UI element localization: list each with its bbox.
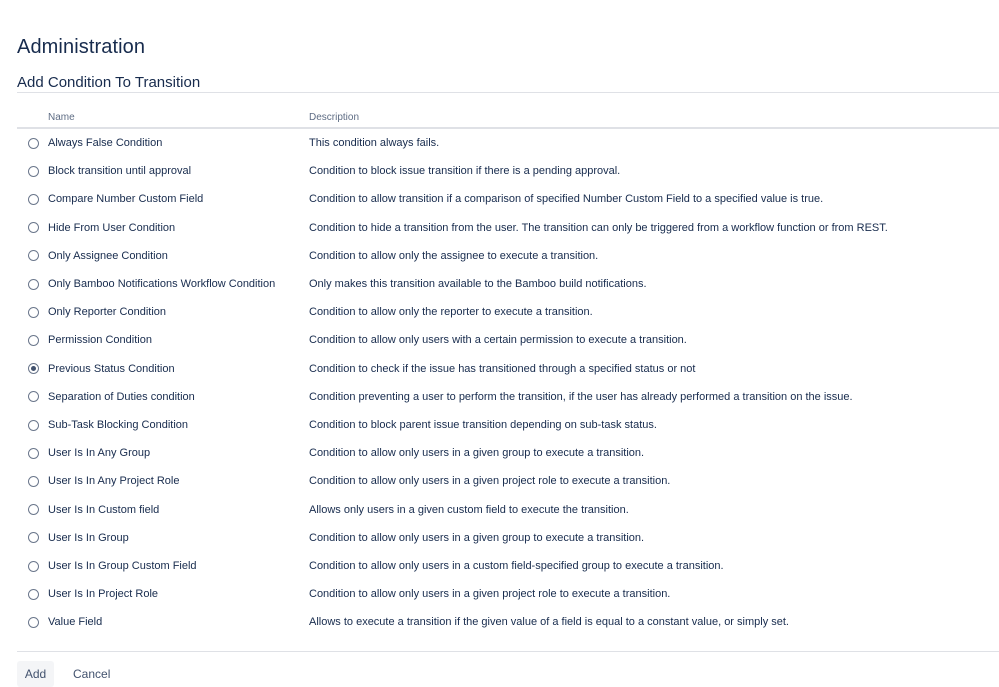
footer-divider bbox=[17, 651, 999, 652]
condition-description: Condition to hide a transition from the user. The transition can only be triggered from a workflow function or from REST. bbox=[309, 221, 888, 234]
radio-button[interactable] bbox=[28, 194, 39, 205]
section-divider bbox=[17, 92, 999, 93]
condition-row[interactable] bbox=[17, 411, 999, 439]
condition-radio-cell[interactable] bbox=[17, 185, 48, 213]
condition-description: Condition to allow only users in a given project role to execute a transition. bbox=[309, 475, 671, 488]
condition-row[interactable] bbox=[17, 383, 999, 411]
condition-description: Condition to allow only users in a given project role to execute a transition. bbox=[309, 588, 671, 601]
radio-button[interactable] bbox=[28, 279, 39, 290]
condition-row[interactable] bbox=[17, 467, 999, 495]
radio-button[interactable] bbox=[28, 561, 39, 572]
condition-radio-cell[interactable] bbox=[17, 242, 48, 270]
radio-button[interactable] bbox=[28, 589, 39, 600]
condition-radio-cell[interactable] bbox=[17, 411, 48, 439]
condition-radio-cell[interactable] bbox=[17, 383, 48, 411]
radio-button[interactable] bbox=[28, 532, 39, 543]
conditions-table bbox=[17, 107, 999, 636]
condition-radio-cell[interactable] bbox=[17, 326, 48, 354]
radio-column-header bbox=[17, 107, 48, 128]
radio-button[interactable] bbox=[28, 420, 39, 431]
condition-description: Condition to block issue transition if there is a pending approval. bbox=[309, 165, 621, 178]
condition-row[interactable] bbox=[17, 157, 999, 185]
condition-radio-cell[interactable] bbox=[17, 439, 48, 467]
condition-description: Condition to allow only the assignee to execute a transition. bbox=[309, 249, 599, 262]
condition-description: Condition to allow only the reporter to execute a transition. bbox=[309, 306, 593, 319]
radio-button[interactable] bbox=[28, 307, 39, 318]
condition-radio-cell[interactable] bbox=[17, 608, 48, 636]
condition-row[interactable] bbox=[17, 242, 999, 270]
add-button[interactable]: Add bbox=[17, 661, 54, 687]
condition-radio-cell[interactable] bbox=[17, 467, 48, 495]
condition-radio-cell[interactable] bbox=[17, 495, 48, 523]
condition-name[interactable]: Always False Condition bbox=[48, 137, 163, 150]
condition-row[interactable] bbox=[17, 270, 999, 298]
condition-name[interactable]: Separation of Duties condition bbox=[48, 390, 195, 403]
condition-description: Allows only users in a given custom field to execute the transition. bbox=[309, 503, 629, 516]
condition-row[interactable] bbox=[17, 214, 999, 242]
condition-description: This condition always fails. bbox=[309, 137, 440, 150]
condition-name[interactable]: Hide From User Condition bbox=[48, 221, 176, 234]
condition-name[interactable]: User Is In Any Group bbox=[48, 447, 151, 460]
condition-radio-cell[interactable] bbox=[17, 128, 48, 157]
radio-button-selected[interactable] bbox=[28, 363, 39, 374]
condition-description: Condition to block parent issue transition depending on sub-task status. bbox=[309, 418, 657, 431]
condition-row[interactable] bbox=[17, 524, 999, 552]
condition-name[interactable]: Value Field bbox=[48, 616, 103, 629]
condition-name[interactable]: User Is In Any Project Role bbox=[48, 475, 180, 488]
condition-radio-cell[interactable] bbox=[17, 214, 48, 242]
radio-button[interactable] bbox=[28, 138, 39, 149]
condition-row[interactable] bbox=[17, 580, 999, 608]
condition-name[interactable]: User Is In Custom field bbox=[48, 503, 160, 516]
condition-description: Only makes this transition available to the Bamboo build notifications. bbox=[309, 278, 647, 291]
condition-radio-cell[interactable] bbox=[17, 580, 48, 608]
page-title: Administration bbox=[17, 36, 146, 58]
table-header-row bbox=[17, 107, 999, 128]
cancel-link[interactable]: Cancel bbox=[73, 667, 111, 681]
condition-name[interactable]: Compare Number Custom Field bbox=[48, 193, 204, 206]
description-column-header: Description bbox=[309, 107, 999, 128]
condition-name[interactable]: Only Bamboo Notifications Workflow Condition bbox=[48, 278, 276, 291]
condition-description: Allows to execute a transition if the given value of a field is equal to a constant value, or simply set. bbox=[309, 616, 789, 629]
condition-row[interactable] bbox=[17, 355, 999, 383]
condition-description: Condition to allow only users in a given group to execute a transition. bbox=[309, 531, 645, 544]
condition-radio-cell[interactable] bbox=[17, 552, 48, 580]
condition-radio-cell[interactable] bbox=[17, 524, 48, 552]
radio-button[interactable] bbox=[28, 617, 39, 628]
condition-name[interactable]: User Is In Group bbox=[48, 531, 129, 544]
radio-button[interactable] bbox=[28, 391, 39, 402]
condition-radio-cell[interactable] bbox=[17, 157, 48, 185]
condition-description: Condition preventing a user to perform the transition, if the user has already performed a transition on the issue. bbox=[309, 390, 853, 403]
condition-description: Condition to allow only users in a given group to execute a transition. bbox=[309, 447, 645, 460]
condition-row[interactable] bbox=[17, 326, 999, 354]
radio-button[interactable] bbox=[28, 166, 39, 177]
condition-name[interactable]: Permission Condition bbox=[48, 334, 152, 347]
condition-name[interactable]: Previous Status Condition bbox=[48, 362, 175, 375]
condition-row[interactable] bbox=[17, 298, 999, 326]
condition-description: Condition to allow only users with a certain permission to execute a transition. bbox=[309, 334, 687, 347]
condition-row[interactable] bbox=[17, 439, 999, 467]
radio-button[interactable] bbox=[28, 222, 39, 233]
radio-button[interactable] bbox=[28, 504, 39, 515]
condition-name[interactable]: Only Reporter Condition bbox=[48, 306, 167, 319]
condition-description: Condition to allow only users in a custom field-specified group to execute a transition. bbox=[309, 559, 724, 572]
condition-name[interactable]: User Is In Group Custom Field bbox=[48, 559, 197, 572]
condition-radio-cell[interactable] bbox=[17, 298, 48, 326]
condition-description: Condition to allow transition if a comparison of specified Number Custom Field to a specified value is true. bbox=[309, 193, 824, 206]
condition-name[interactable]: Sub-Task Blocking Condition bbox=[48, 418, 189, 431]
radio-button[interactable] bbox=[28, 448, 39, 459]
name-column-header: Name bbox=[48, 107, 309, 128]
condition-radio-cell[interactable] bbox=[17, 270, 48, 298]
condition-row[interactable] bbox=[17, 185, 999, 213]
radio-button[interactable] bbox=[28, 476, 39, 487]
conditions-table-body bbox=[17, 128, 999, 636]
condition-row[interactable] bbox=[17, 128, 999, 157]
condition-name[interactable]: Block transition until approval bbox=[48, 165, 192, 178]
condition-row[interactable] bbox=[17, 552, 999, 580]
condition-name[interactable]: User Is In Project Role bbox=[48, 588, 159, 601]
condition-row[interactable] bbox=[17, 608, 999, 636]
radio-button[interactable] bbox=[28, 250, 39, 261]
radio-button[interactable] bbox=[28, 335, 39, 346]
condition-radio-cell[interactable] bbox=[17, 355, 48, 383]
section-title: Add Condition To Transition bbox=[17, 74, 201, 91]
condition-description: Condition to check if the issue has transitioned through a specified status or not bbox=[309, 362, 696, 375]
condition-name[interactable]: Only Assignee Condition bbox=[48, 249, 168, 262]
condition-row[interactable] bbox=[17, 495, 999, 523]
